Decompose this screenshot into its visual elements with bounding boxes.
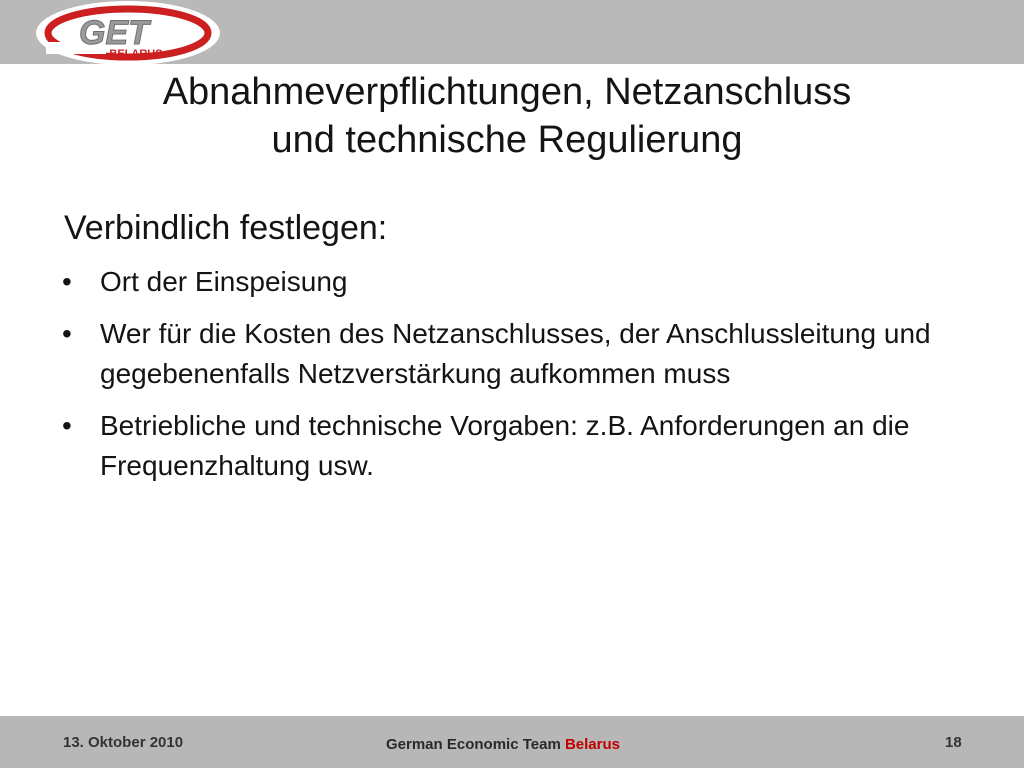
slide-title-line-2: und technische Regulierung (271, 119, 743, 161)
bullet-item (62, 406, 962, 486)
bullet-dot-icon: • (62, 410, 72, 441)
slide-subheading: Verbindlich festlegen: (64, 209, 388, 247)
bullet-item (62, 262, 962, 302)
footer-team-prefix: German Economic Team (386, 736, 561, 753)
bullet-text: Ort der Einspeisung (100, 266, 348, 297)
bullet-dot-icon: • (62, 318, 72, 349)
logo-sub-text: BELARUS (109, 48, 163, 60)
bullet-text: Wer für die Kosten des Netzanschlusses, der Anschlussleitung und gegebenenfalls Netzverstärkung aufkommen muss (100, 318, 931, 389)
footer-team (386, 736, 620, 753)
footer-page-number: 18 (945, 734, 962, 751)
footer-team-country: Belarus (564, 736, 620, 753)
slide-title-line-1: Abnahmeverpflichtungen, Netzanschluss (162, 71, 852, 113)
bullet-dot-icon: • (62, 266, 72, 297)
footer-bar (0, 716, 1024, 768)
slide-title (40, 68, 974, 164)
footer-date: 13. Oktober 2010 (63, 734, 184, 751)
bullet-text: Betriebliche und technische Vorgaben: z.B. Anforderungen an die Frequenzhaltung usw. (100, 410, 910, 481)
bullet-list (62, 262, 962, 498)
logo-main-text: GET (79, 14, 149, 52)
bullet-item (62, 314, 962, 394)
get-belarus-logo (36, 0, 226, 66)
